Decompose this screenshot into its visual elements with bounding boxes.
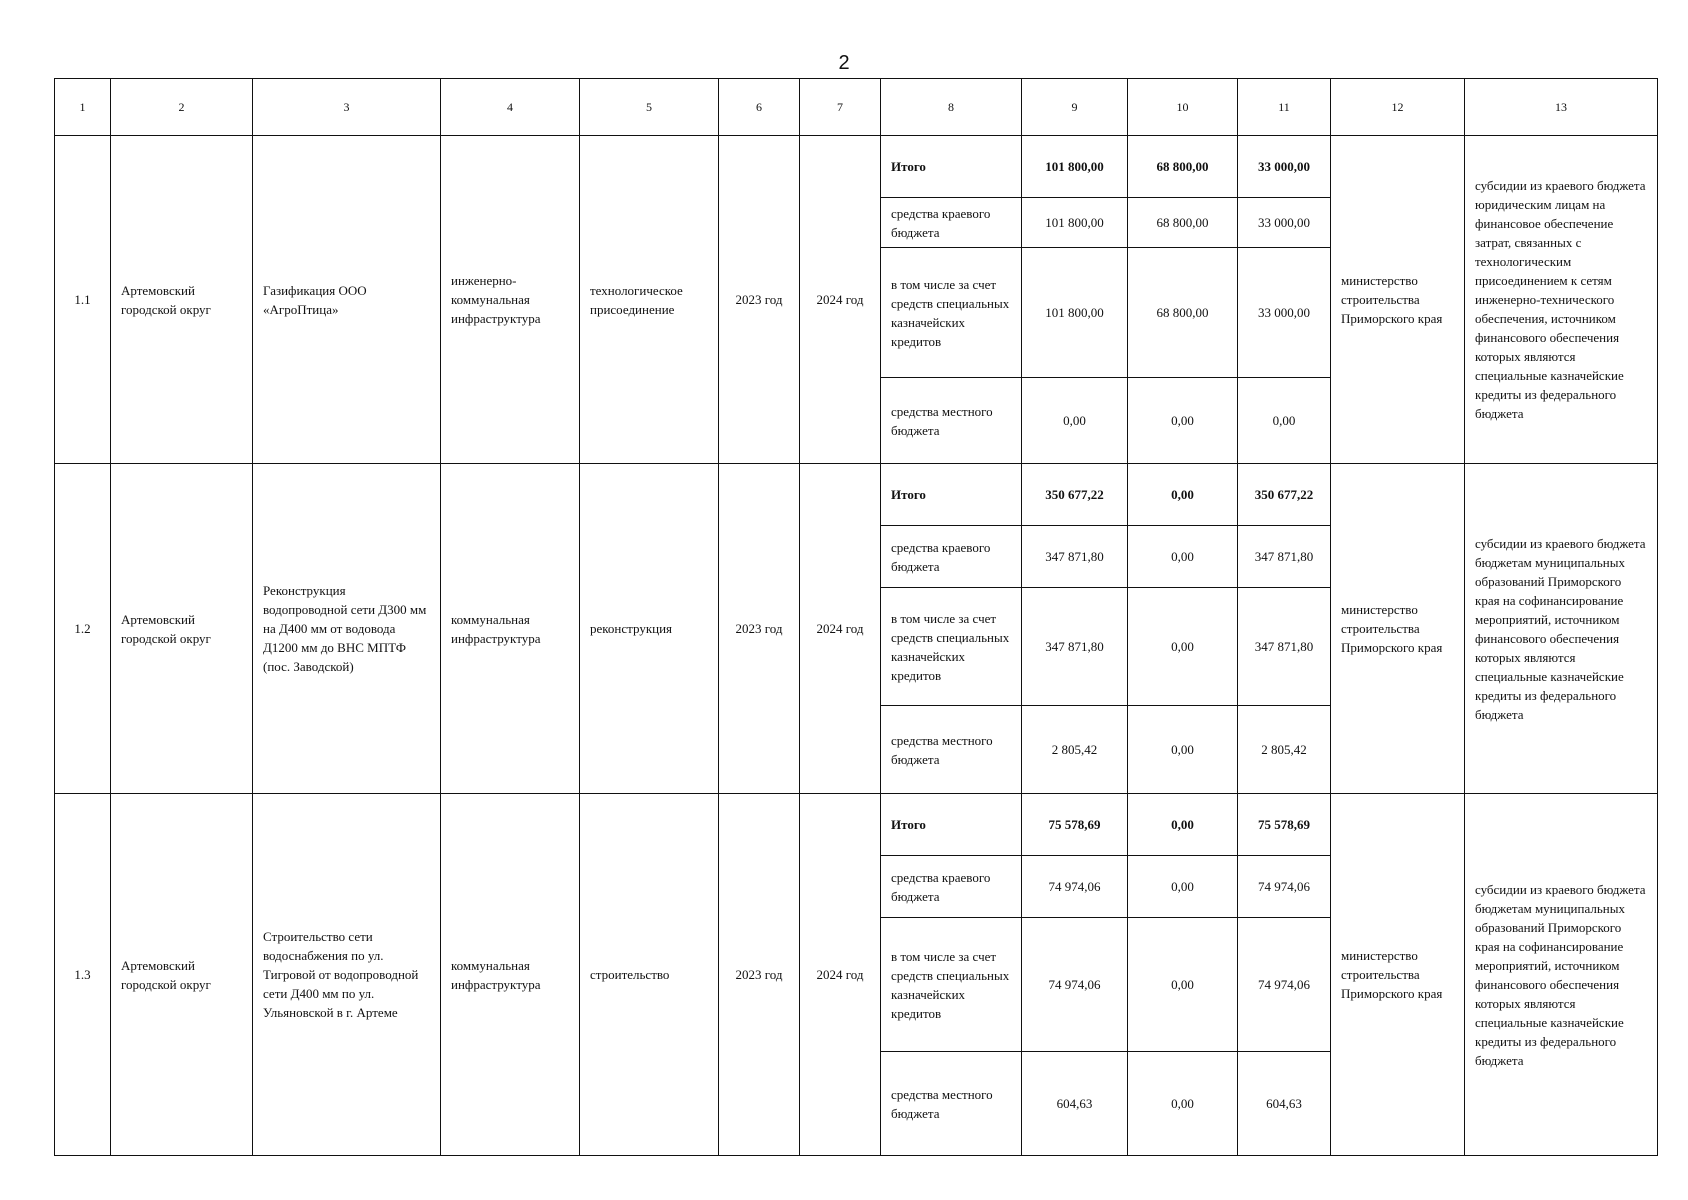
municipality-cell: Артемовский городской округ <box>111 794 253 1156</box>
funding-note-cell: субсидии из краевого бюджета бюджетам муниципальных образований Приморского края на софинансирование мероприятий, источником финансового обеспечения которых являются специальные казначейские кредиты из федерального бюджета <box>1465 464 1658 794</box>
row-number: 1.3 <box>55 794 111 1156</box>
row-number: 1.1 <box>55 136 111 464</box>
amount-2024-cell: 604,63 <box>1238 1052 1331 1156</box>
table-body <box>55 79 1658 1156</box>
amount-total-cell: 350 677,22 <box>1022 464 1128 526</box>
amount-total-cell: 0,00 <box>1022 378 1128 464</box>
funding-source-label: в том числе за счет средств специальных казначейских кредитов <box>881 248 1022 378</box>
amount-total-cell: 101 800,00 <box>1022 198 1128 248</box>
amount-2024-cell: 0,00 <box>1238 378 1331 464</box>
amount-total-cell: 604,63 <box>1022 1052 1128 1156</box>
amount-total-cell: 101 800,00 <box>1022 136 1128 198</box>
amount-2023-cell: 0,00 <box>1128 588 1238 706</box>
amount-total-cell: 74 974,06 <box>1022 856 1128 918</box>
amount-2023-cell: 0,00 <box>1128 856 1238 918</box>
infrastructure-cell: инженерно-коммунальная инфраструктура <box>441 136 580 464</box>
amount-2023-cell: 68 800,00 <box>1128 248 1238 378</box>
table-row <box>55 136 1658 198</box>
column-number: 11 <box>1238 79 1331 136</box>
page-number: 2 <box>838 52 850 74</box>
column-number: 4 <box>441 79 580 136</box>
funding-source-label: в том числе за счет средств специальных казначейских кредитов <box>881 588 1022 706</box>
funding-source-label: Итого <box>881 136 1022 198</box>
funding-source-label: средства местного бюджета <box>881 706 1022 794</box>
amount-total-cell: 74 974,06 <box>1022 918 1128 1052</box>
municipality-cell: Артемовский городской округ <box>111 464 253 794</box>
funding-source-label: в том числе за счет средств специальных казначейских кредитов <box>881 918 1022 1052</box>
funding-note-cell: субсидии из краевого бюджета бюджетам муниципальных образований Приморского края на софинансирование мероприятий, источником финансового обеспечения которых являются специальные казначейские кредиты из федерального бюджета <box>1465 794 1658 1156</box>
column-number: 3 <box>253 79 441 136</box>
column-number: 13 <box>1465 79 1658 136</box>
end-year-cell: 2024 год <box>800 794 881 1156</box>
amount-2023-cell: 68 800,00 <box>1128 136 1238 198</box>
funding-note-cell: субсидии из краевого бюджета юридическим лицам на финансовое обеспечение затрат, связанных с технологическим присоединением к сетям инженерно-технического обеспечения, источником финансового обеспечения которых являются специальные казначейские кредиты из федерального бюджета <box>1465 136 1658 464</box>
amount-2023-cell: 0,00 <box>1128 1052 1238 1156</box>
funding-source-label: средства местного бюджета <box>881 1052 1022 1156</box>
funding-source-label: Итого <box>881 464 1022 526</box>
column-number: 12 <box>1331 79 1465 136</box>
row-number: 1.2 <box>55 464 111 794</box>
column-number: 2 <box>111 79 253 136</box>
amount-2024-cell: 347 871,80 <box>1238 588 1331 706</box>
column-number: 1 <box>55 79 111 136</box>
amount-2024-cell: 2 805,42 <box>1238 706 1331 794</box>
amount-2024-cell: 74 974,06 <box>1238 918 1331 1052</box>
start-year-cell: 2023 год <box>719 136 800 464</box>
amount-2024-cell: 347 871,80 <box>1238 526 1331 588</box>
start-year-cell: 2023 год <box>719 794 800 1156</box>
column-number: 8 <box>881 79 1022 136</box>
column-number: 6 <box>719 79 800 136</box>
responsible-ministry-cell: министерство строительства Приморского края <box>1331 794 1465 1156</box>
amount-2023-cell: 0,00 <box>1128 378 1238 464</box>
work-type-cell: строительство <box>580 794 719 1156</box>
end-year-cell: 2024 год <box>800 136 881 464</box>
amount-2023-cell: 0,00 <box>1128 706 1238 794</box>
infrastructure-cell: коммунальная инфраструктура <box>441 464 580 794</box>
funding-source-label: средства краевого бюджета <box>881 198 1022 248</box>
responsible-ministry-cell: министерство строительства Приморского края <box>1331 136 1465 464</box>
end-year-cell: 2024 год <box>800 464 881 794</box>
funding-source-label: средства краевого бюджета <box>881 526 1022 588</box>
responsible-ministry-cell: министерство строительства Приморского края <box>1331 464 1465 794</box>
amount-2024-cell: 33 000,00 <box>1238 248 1331 378</box>
amount-total-cell: 75 578,69 <box>1022 794 1128 856</box>
infrastructure-cell: коммунальная инфраструктура <box>441 794 580 1156</box>
funding-source-label: Итого <box>881 794 1022 856</box>
amount-2023-cell: 0,00 <box>1128 794 1238 856</box>
project-name-cell: Реконструкция водопроводной сети Д300 мм на Д400 мм от водовода Д1200 мм до ВНС МПТФ (пос. Заводской) <box>253 464 441 794</box>
amount-2023-cell: 68 800,00 <box>1128 198 1238 248</box>
amount-2024-cell: 74 974,06 <box>1238 856 1331 918</box>
funding-source-label: средства местного бюджета <box>881 378 1022 464</box>
amount-total-cell: 2 805,42 <box>1022 706 1128 794</box>
amount-total-cell: 347 871,80 <box>1022 588 1128 706</box>
amount-2023-cell: 0,00 <box>1128 918 1238 1052</box>
column-number: 7 <box>800 79 881 136</box>
column-number-row <box>55 79 1658 136</box>
project-name-cell: Строительство сети водоснабжения по ул. Тигровой от водопроводной сети Д400 мм по ул. Ульяновской в г. Артеме <box>253 794 441 1156</box>
project-name-cell: Газификация ООО «АгроПтица» <box>253 136 441 464</box>
amount-2023-cell: 0,00 <box>1128 464 1238 526</box>
column-number: 10 <box>1128 79 1238 136</box>
table-row <box>55 794 1658 856</box>
amount-2024-cell: 75 578,69 <box>1238 794 1331 856</box>
start-year-cell: 2023 год <box>719 464 800 794</box>
investment-projects-table <box>54 78 1658 1156</box>
amount-total-cell: 347 871,80 <box>1022 526 1128 588</box>
amount-2024-cell: 33 000,00 <box>1238 198 1331 248</box>
column-number: 5 <box>580 79 719 136</box>
table-row <box>55 464 1658 526</box>
column-number: 9 <box>1022 79 1128 136</box>
amount-total-cell: 101 800,00 <box>1022 248 1128 378</box>
funding-source-label: средства краевого бюджета <box>881 856 1022 918</box>
amount-2024-cell: 33 000,00 <box>1238 136 1331 198</box>
work-type-cell: технологическое присоединение <box>580 136 719 464</box>
amount-2023-cell: 0,00 <box>1128 526 1238 588</box>
municipality-cell: Артемовский городской округ <box>111 136 253 464</box>
work-type-cell: реконструкция <box>580 464 719 794</box>
amount-2024-cell: 350 677,22 <box>1238 464 1331 526</box>
